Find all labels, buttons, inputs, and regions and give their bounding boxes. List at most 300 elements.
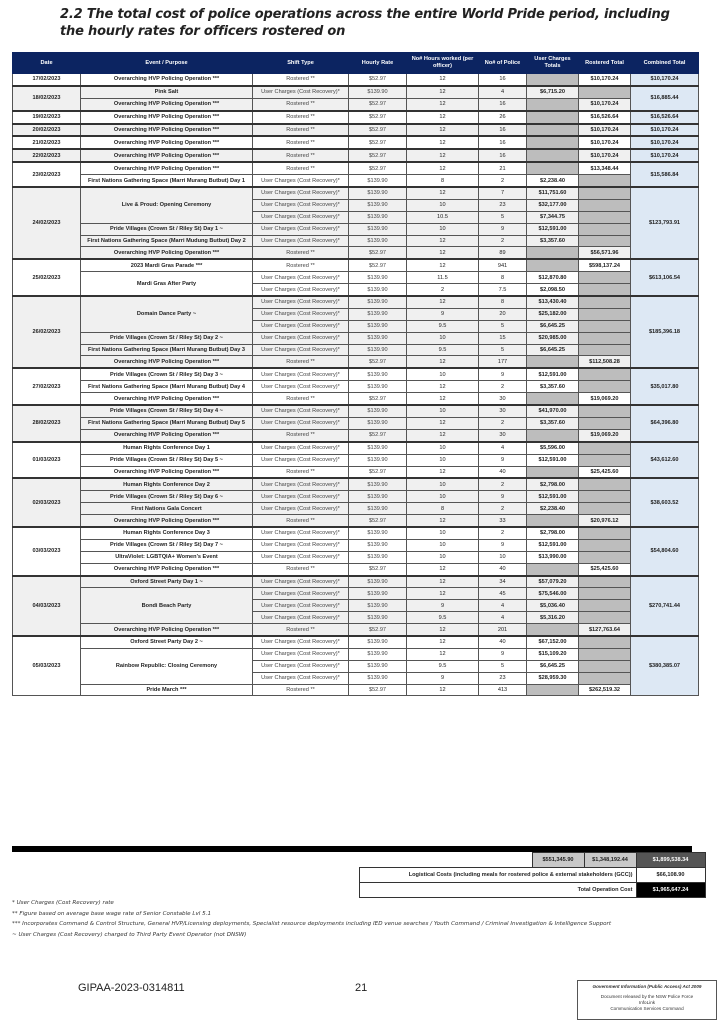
police-count-cell: 16 bbox=[479, 124, 527, 137]
hours-cell: 10 bbox=[407, 551, 479, 563]
logistical-costs-row bbox=[360, 868, 706, 883]
table-row bbox=[13, 466, 699, 478]
shift-type-cell: Rostered ** bbox=[253, 74, 349, 86]
total-operation-label: Total Operation Cost bbox=[360, 883, 637, 898]
police-count-cell: 201 bbox=[479, 624, 527, 636]
shift-type-cell: User Charges (Cost Recovery)* bbox=[253, 612, 349, 624]
rostered-total-cell bbox=[579, 491, 631, 503]
shift-type-cell: User Charges (Cost Recovery)* bbox=[253, 503, 349, 515]
hours-cell: 12 bbox=[407, 247, 479, 259]
user-charges-cell: $32,177.00 bbox=[527, 199, 579, 211]
rostered-total-cell bbox=[579, 308, 631, 320]
event-cell: Domain Dance Party ~ bbox=[81, 296, 253, 332]
hours-cell: 9.5 bbox=[407, 344, 479, 356]
table-row bbox=[13, 551, 699, 563]
hourly-rate-cell: $139.90 bbox=[349, 588, 407, 600]
stamp-title: Government Information (Public Access) Act 2009 bbox=[592, 984, 702, 989]
hourly-rate-cell: $139.90 bbox=[349, 187, 407, 199]
table-row bbox=[13, 223, 699, 235]
police-count-cell: 5 bbox=[479, 320, 527, 332]
hours-cell: 12 bbox=[407, 576, 479, 588]
rostered-total-cell bbox=[579, 199, 631, 211]
rostered-total-cell: $127,763.64 bbox=[579, 624, 631, 636]
hours-cell: 9.5 bbox=[407, 612, 479, 624]
shift-type-cell: User Charges (Cost Recovery)* bbox=[253, 223, 349, 235]
hourly-rate-cell: $52.97 bbox=[349, 259, 407, 271]
hours-cell: 12 bbox=[407, 124, 479, 137]
hourly-rate-cell: $139.90 bbox=[349, 344, 407, 356]
user-charges-cell bbox=[527, 356, 579, 368]
event-cell: Overarching HVP Policing Operation *** bbox=[81, 136, 253, 149]
hourly-rate-cell: $52.97 bbox=[349, 162, 407, 174]
hours-cell: 12 bbox=[407, 162, 479, 174]
rostered-total-cell bbox=[579, 527, 631, 539]
table-row bbox=[13, 149, 699, 162]
hourly-rate-cell: $139.90 bbox=[349, 332, 407, 344]
stamp-line: Communication Services Command bbox=[610, 1006, 684, 1011]
table-body bbox=[13, 74, 699, 696]
police-count-cell: 9 bbox=[479, 368, 527, 380]
rostered-total-cell bbox=[579, 454, 631, 466]
user-charges-cell: $25,182.00 bbox=[527, 308, 579, 320]
rostered-total-cell: $598,137.24 bbox=[579, 259, 631, 271]
user-charges-cell: $2,238.40 bbox=[527, 175, 579, 187]
rostered-total-cell bbox=[579, 381, 631, 393]
shift-type-cell: Rostered ** bbox=[253, 98, 349, 110]
table-row bbox=[13, 503, 699, 515]
hours-cell: 10 bbox=[407, 405, 479, 417]
user-charges-cell: $12,591.00 bbox=[527, 223, 579, 235]
police-count-cell: 10 bbox=[479, 551, 527, 563]
combined-total-cell: $64,396.80 bbox=[631, 405, 699, 442]
hourly-rate-cell: $52.97 bbox=[349, 466, 407, 478]
user-charges-cell bbox=[527, 624, 579, 636]
rostered-total-cell bbox=[579, 551, 631, 563]
rostered-total-cell: $10,170.24 bbox=[579, 124, 631, 137]
police-count-cell: 9 bbox=[479, 454, 527, 466]
police-count-cell: 4 bbox=[479, 86, 527, 98]
rostered-total-cell: $20,976.12 bbox=[579, 515, 631, 527]
event-cell: Oxford Street Party Day 1 ~ bbox=[81, 576, 253, 588]
hourly-rate-cell: $139.90 bbox=[349, 454, 407, 466]
event-cell: Overarching HVP Policing Operation *** bbox=[81, 98, 253, 110]
hourly-rate-cell: $139.90 bbox=[349, 636, 407, 648]
event-cell: Overarching HVP Policing Operation *** bbox=[81, 393, 253, 405]
user-charges-cell: $67,152.00 bbox=[527, 636, 579, 648]
event-cell: Overarching HVP Policing Operation *** bbox=[81, 624, 253, 636]
hours-cell: 11.5 bbox=[407, 272, 479, 284]
shift-type-cell: User Charges (Cost Recovery)* bbox=[253, 588, 349, 600]
event-cell: Pride Villages (Crown St / Riley St) Day 4 ~ bbox=[81, 405, 253, 417]
hours-cell: 9 bbox=[407, 600, 479, 612]
user-charges-cell bbox=[527, 563, 579, 575]
hours-cell: 9 bbox=[407, 308, 479, 320]
hours-cell: 8 bbox=[407, 503, 479, 515]
table-row bbox=[13, 272, 699, 284]
rostered-total-cell bbox=[579, 223, 631, 235]
shift-type-cell: User Charges (Cost Recovery)* bbox=[253, 660, 349, 672]
shift-type-cell: User Charges (Cost Recovery)* bbox=[253, 648, 349, 660]
event-cell: 2023 Mardi Gras Parade *** bbox=[81, 259, 253, 271]
rostered-total-cell bbox=[579, 332, 631, 344]
event-cell: Overarching HVP Policing Operation *** bbox=[81, 162, 253, 174]
hours-cell: 9.5 bbox=[407, 660, 479, 672]
event-cell: Overarching HVP Policing Operation *** bbox=[81, 74, 253, 86]
table-row bbox=[13, 74, 699, 86]
date-cell: 28/02/2023 bbox=[13, 405, 81, 442]
user-charges-cell bbox=[527, 515, 579, 527]
date-cell: 02/03/2023 bbox=[13, 478, 81, 527]
user-charges-cell: $12,591.00 bbox=[527, 491, 579, 503]
hourly-rate-cell: $52.97 bbox=[349, 111, 407, 124]
table-row bbox=[13, 527, 699, 539]
hours-cell: 10 bbox=[407, 478, 479, 490]
hourly-rate-cell: $139.90 bbox=[349, 612, 407, 624]
hourly-rate-cell: $139.90 bbox=[349, 503, 407, 515]
hours-cell: 10 bbox=[407, 442, 479, 454]
combined-total-cell: $123,793.91 bbox=[631, 187, 699, 259]
hours-cell: 12 bbox=[407, 86, 479, 98]
hourly-rate-cell: $52.97 bbox=[349, 124, 407, 137]
shift-type-cell: User Charges (Cost Recovery)* bbox=[253, 284, 349, 296]
shift-type-cell: User Charges (Cost Recovery)* bbox=[253, 86, 349, 98]
hours-cell: 10 bbox=[407, 454, 479, 466]
table-row bbox=[13, 563, 699, 575]
event-cell: Overarching HVP Policing Operation *** bbox=[81, 466, 253, 478]
user-charges-cell bbox=[527, 247, 579, 259]
hours-cell: 12 bbox=[407, 563, 479, 575]
rostered-total-cell bbox=[579, 368, 631, 380]
rostered-total-cell bbox=[579, 636, 631, 648]
hours-cell: 12 bbox=[407, 296, 479, 308]
total-operation-row bbox=[360, 883, 706, 898]
user-charges-cell: $57,079.20 bbox=[527, 576, 579, 588]
police-count-cell: 16 bbox=[479, 149, 527, 162]
hours-cell: 12 bbox=[407, 149, 479, 162]
police-count-cell: 4 bbox=[479, 612, 527, 624]
date-cell: 21/02/2023 bbox=[13, 136, 81, 149]
hours-cell: 12 bbox=[407, 429, 479, 441]
rostered-total-cell bbox=[579, 600, 631, 612]
shift-type-cell: User Charges (Cost Recovery)* bbox=[253, 187, 349, 199]
event-cell: Overarching HVP Policing Operation *** bbox=[81, 111, 253, 124]
table-row bbox=[13, 111, 699, 124]
shift-type-cell: User Charges (Cost Recovery)* bbox=[253, 296, 349, 308]
rostered-grand-total: $1,348,192.44 bbox=[584, 853, 636, 868]
event-cell: Overarching HVP Policing Operation *** bbox=[81, 247, 253, 259]
event-cell: First Nations Gathering Space (Marri Mudung Butbut) Day 2 bbox=[81, 235, 253, 247]
date-cell: 24/02/2023 bbox=[13, 187, 81, 259]
table-row bbox=[13, 86, 699, 98]
table-row bbox=[13, 442, 699, 454]
hourly-rate-cell: $139.90 bbox=[349, 417, 407, 429]
table-row bbox=[13, 235, 699, 247]
combined-total-cell: $613,106.54 bbox=[631, 259, 699, 296]
police-count-cell: 21 bbox=[479, 162, 527, 174]
rostered-total-cell bbox=[579, 503, 631, 515]
table-row bbox=[13, 624, 699, 636]
user-charges-cell: $6,645.25 bbox=[527, 344, 579, 356]
user-charges-cell: $5,596.00 bbox=[527, 442, 579, 454]
rostered-total-cell: $25,425.60 bbox=[579, 466, 631, 478]
event-cell: First Nations Gathering Space (Marri Murang Butbut) Day 4 bbox=[81, 381, 253, 393]
table-row bbox=[13, 136, 699, 149]
table-row bbox=[13, 478, 699, 490]
user-charges-cell: $7,344.75 bbox=[527, 211, 579, 223]
event-cell: Human Rights Conference Day 3 bbox=[81, 527, 253, 539]
event-cell: Oxford Street Party Day 2 ~ bbox=[81, 636, 253, 648]
event-cell: Live & Proud: Opening Ceremony bbox=[81, 187, 253, 223]
police-count-cell: 2 bbox=[479, 478, 527, 490]
hourly-rate-cell: $139.90 bbox=[349, 381, 407, 393]
user-charges-cell: $15,109.20 bbox=[527, 648, 579, 660]
table-row bbox=[13, 296, 699, 308]
event-cell: Pink Salt bbox=[81, 86, 253, 98]
table-row bbox=[13, 539, 699, 551]
table-row bbox=[13, 259, 699, 271]
footnote: *** Incorporates Command & Control Structure, General HVP/Licensing deployments, Specialist resource deployments including IED venue searches / Youth Command / Criminal Investigation & Intelligence Support bbox=[12, 921, 612, 927]
rostered-total-cell bbox=[579, 588, 631, 600]
hourly-rate-cell: $139.90 bbox=[349, 672, 407, 684]
event-cell: Pride Villages (Crown St / Riley St) Day 7 ~ bbox=[81, 539, 253, 551]
combined-total-cell: $16,885.44 bbox=[631, 86, 699, 111]
cost-table bbox=[12, 52, 699, 696]
rostered-total-cell bbox=[579, 576, 631, 588]
shift-type-cell: Rostered ** bbox=[253, 356, 349, 368]
combined-total-cell: $10,170.24 bbox=[631, 74, 699, 86]
table-row bbox=[13, 648, 699, 660]
shift-type-cell: User Charges (Cost Recovery)* bbox=[253, 235, 349, 247]
event-cell: Pride Villages (Crown St / Riley St) Day 6 ~ bbox=[81, 491, 253, 503]
rostered-total-cell: $19,069.20 bbox=[579, 393, 631, 405]
user-charges-cell bbox=[527, 393, 579, 405]
shift-type-cell: User Charges (Cost Recovery)* bbox=[253, 332, 349, 344]
user-charges-cell: $12,870.80 bbox=[527, 272, 579, 284]
logistical-costs-label: Logistical Costs (including meals for rostered police & external stakeholders (GCC)) bbox=[360, 868, 637, 883]
rostered-total-cell: $10,170.24 bbox=[579, 98, 631, 110]
event-cell: Rainbow Republic: Closing Ceremony bbox=[81, 648, 253, 684]
combined-total-cell: $10,170.24 bbox=[631, 124, 699, 137]
table-row bbox=[13, 417, 699, 429]
hours-cell: 12 bbox=[407, 636, 479, 648]
rostered-total-cell bbox=[579, 344, 631, 356]
event-cell: Pride Villages (Crown St / Riley St) Day 1 ~ bbox=[81, 223, 253, 235]
police-count-cell: 2 bbox=[479, 381, 527, 393]
hours-cell: 9.5 bbox=[407, 320, 479, 332]
shift-type-cell: Rostered ** bbox=[253, 162, 349, 174]
footnote: ** Figure based on average base wage rate of Senior Constable Lvl 5.1 bbox=[12, 910, 212, 917]
user-charges-cell bbox=[527, 259, 579, 271]
event-cell: Overarching HVP Policing Operation *** bbox=[81, 429, 253, 441]
hours-cell: 12 bbox=[407, 588, 479, 600]
rostered-total-cell bbox=[579, 478, 631, 490]
police-count-cell: 177 bbox=[479, 356, 527, 368]
event-cell: Overarching HVP Policing Operation *** bbox=[81, 356, 253, 368]
rostered-total-cell bbox=[579, 672, 631, 684]
date-cell: 04/03/2023 bbox=[13, 576, 81, 636]
hourly-rate-cell: $139.90 bbox=[349, 478, 407, 490]
spacer bbox=[360, 853, 533, 868]
user-charges-cell: $3,357.60 bbox=[527, 235, 579, 247]
police-count-cell: 7.5 bbox=[479, 284, 527, 296]
event-cell: Overarching HVP Policing Operation *** bbox=[81, 149, 253, 162]
user-charges-cell bbox=[527, 149, 579, 162]
police-count-cell: 20 bbox=[479, 308, 527, 320]
hourly-rate-cell: $139.90 bbox=[349, 576, 407, 588]
event-cell: Pride March *** bbox=[81, 684, 253, 696]
shift-type-cell: User Charges (Cost Recovery)* bbox=[253, 320, 349, 332]
event-cell: Pride Villages (Crown St / Riley St) Day 2 ~ bbox=[81, 332, 253, 344]
police-count-cell: 5 bbox=[479, 344, 527, 356]
user-charges-cell: $12,591.00 bbox=[527, 368, 579, 380]
police-count-cell: 9 bbox=[479, 223, 527, 235]
table-row bbox=[13, 454, 699, 466]
hourly-rate-cell: $139.90 bbox=[349, 539, 407, 551]
column-header: No# Hours worked (per officer) bbox=[407, 53, 479, 74]
police-count-cell: 23 bbox=[479, 672, 527, 684]
hourly-rate-cell: $52.97 bbox=[349, 563, 407, 575]
user-charges-cell: $2,238.40 bbox=[527, 503, 579, 515]
shift-type-cell: Rostered ** bbox=[253, 136, 349, 149]
column-header: Date bbox=[13, 53, 81, 74]
shift-type-cell: Rostered ** bbox=[253, 259, 349, 271]
date-cell: 25/02/2023 bbox=[13, 259, 81, 296]
shift-type-cell: User Charges (Cost Recovery)* bbox=[253, 368, 349, 380]
user-charges-cell: $41,970.00 bbox=[527, 405, 579, 417]
user-charges-cell: $3,357.60 bbox=[527, 381, 579, 393]
shift-type-cell: Rostered ** bbox=[253, 515, 349, 527]
date-cell: 22/02/2023 bbox=[13, 149, 81, 162]
table-row bbox=[13, 576, 699, 588]
hourly-rate-cell: $139.90 bbox=[349, 368, 407, 380]
date-cell: 03/03/2023 bbox=[13, 527, 81, 576]
shift-type-cell: User Charges (Cost Recovery)* bbox=[253, 454, 349, 466]
hours-cell: 10 bbox=[407, 332, 479, 344]
column-header: No# of Police bbox=[479, 53, 527, 74]
hourly-rate-cell: $139.90 bbox=[349, 491, 407, 503]
shift-type-cell: User Charges (Cost Recovery)* bbox=[253, 344, 349, 356]
column-header: Shift Type bbox=[253, 53, 349, 74]
table-row bbox=[13, 98, 699, 110]
rostered-total-cell bbox=[579, 175, 631, 187]
date-cell: 20/02/2023 bbox=[13, 124, 81, 137]
shift-type-cell: User Charges (Cost Recovery)* bbox=[253, 478, 349, 490]
police-count-cell: 40 bbox=[479, 466, 527, 478]
police-count-cell: 5 bbox=[479, 660, 527, 672]
rostered-total-cell bbox=[579, 235, 631, 247]
event-cell: Pride Villages (Crown St / Riley St) Day 5 ~ bbox=[81, 454, 253, 466]
shift-type-cell: User Charges (Cost Recovery)* bbox=[253, 199, 349, 211]
footnote: ~ User Charges (Cost Recovery) charged to Third Party Event Operator (not DNSW) bbox=[12, 931, 247, 938]
hours-cell: 12 bbox=[407, 393, 479, 405]
hours-cell: 12 bbox=[407, 466, 479, 478]
hourly-rate-cell: $139.90 bbox=[349, 320, 407, 332]
user-charges-cell: $5,036.40 bbox=[527, 600, 579, 612]
hours-cell: 10 bbox=[407, 368, 479, 380]
hourly-rate-cell: $139.90 bbox=[349, 527, 407, 539]
table-row bbox=[13, 187, 699, 199]
hours-cell: 12 bbox=[407, 74, 479, 86]
user-charges-cell: $20,985.00 bbox=[527, 332, 579, 344]
hourly-rate-cell: $52.97 bbox=[349, 74, 407, 86]
hourly-rate-cell: $139.90 bbox=[349, 442, 407, 454]
rostered-total-cell: $16,526.64 bbox=[579, 111, 631, 124]
police-count-cell: 8 bbox=[479, 296, 527, 308]
police-count-cell: 33 bbox=[479, 515, 527, 527]
hourly-rate-cell: $139.90 bbox=[349, 296, 407, 308]
combined-total-cell: $54,804.60 bbox=[631, 527, 699, 576]
shift-type-cell: User Charges (Cost Recovery)* bbox=[253, 672, 349, 684]
event-cell: First Nations Gala Concert bbox=[81, 503, 253, 515]
police-count-cell: 16 bbox=[479, 74, 527, 86]
shift-type-cell: User Charges (Cost Recovery)* bbox=[253, 272, 349, 284]
total-operation-value: $1,965,647.24 bbox=[636, 883, 705, 898]
shift-type-cell: Rostered ** bbox=[253, 563, 349, 575]
stamp-line: Document released by the NSW Police Force bbox=[600, 994, 694, 999]
shift-type-cell: Rostered ** bbox=[253, 393, 349, 405]
hours-cell: 12 bbox=[407, 98, 479, 110]
police-count-cell: 9 bbox=[479, 648, 527, 660]
event-cell: First Nations Gathering Space (Marri Murang Butbut) Day 1 bbox=[81, 175, 253, 187]
user-charges-cell: $13,430.40 bbox=[527, 296, 579, 308]
hourly-rate-cell: $139.90 bbox=[349, 211, 407, 223]
hourly-rate-cell: $139.90 bbox=[349, 600, 407, 612]
hourly-rate-cell: $52.97 bbox=[349, 247, 407, 259]
rostered-total-cell bbox=[579, 187, 631, 199]
date-cell: 19/02/2023 bbox=[13, 111, 81, 124]
table-row bbox=[13, 124, 699, 137]
hours-cell: 9 bbox=[407, 672, 479, 684]
shift-type-cell: Rostered ** bbox=[253, 466, 349, 478]
user-charges-cell: $5,316.20 bbox=[527, 612, 579, 624]
event-cell: Overarching HVP Policing Operation *** bbox=[81, 563, 253, 575]
user-charges-cell bbox=[527, 124, 579, 137]
hours-cell: 12 bbox=[407, 381, 479, 393]
hourly-rate-cell: $52.97 bbox=[349, 684, 407, 696]
rostered-total-cell bbox=[579, 272, 631, 284]
hourly-rate-cell: $52.97 bbox=[349, 429, 407, 441]
date-cell: 23/02/2023 bbox=[13, 162, 81, 187]
combined-total-cell: $10,170.24 bbox=[631, 149, 699, 162]
police-count-cell: 40 bbox=[479, 563, 527, 575]
police-count-cell: 45 bbox=[479, 588, 527, 600]
hourly-rate-cell: $139.90 bbox=[349, 223, 407, 235]
rostered-total-cell: $19,069.20 bbox=[579, 429, 631, 441]
hourly-rate-cell: $139.90 bbox=[349, 551, 407, 563]
grand-totals-row bbox=[360, 853, 706, 868]
hours-cell: 12 bbox=[407, 136, 479, 149]
rostered-total-cell: $25,425.60 bbox=[579, 563, 631, 575]
hours-cell: 12 bbox=[407, 259, 479, 271]
police-count-cell: 30 bbox=[479, 429, 527, 441]
user-charges-cell bbox=[527, 74, 579, 86]
table-row bbox=[13, 332, 699, 344]
event-cell: Human Rights Conference Day 1 bbox=[81, 442, 253, 454]
police-count-cell: 23 bbox=[479, 199, 527, 211]
user-charges-cell: $6,645.25 bbox=[527, 320, 579, 332]
hours-cell: 12 bbox=[407, 684, 479, 696]
event-cell: First Nations Gathering Space (Marri Murang Butbut) Day 3 bbox=[81, 344, 253, 356]
user-charges-cell: $6,715.20 bbox=[527, 86, 579, 98]
police-count-cell: 16 bbox=[479, 136, 527, 149]
hours-cell: 12 bbox=[407, 515, 479, 527]
rostered-total-cell bbox=[579, 320, 631, 332]
hourly-rate-cell: $52.97 bbox=[349, 356, 407, 368]
police-count-cell: 15 bbox=[479, 332, 527, 344]
event-cell: Human Rights Conference Day 2 bbox=[81, 478, 253, 490]
table-row bbox=[13, 636, 699, 648]
footnotes bbox=[12, 898, 611, 940]
